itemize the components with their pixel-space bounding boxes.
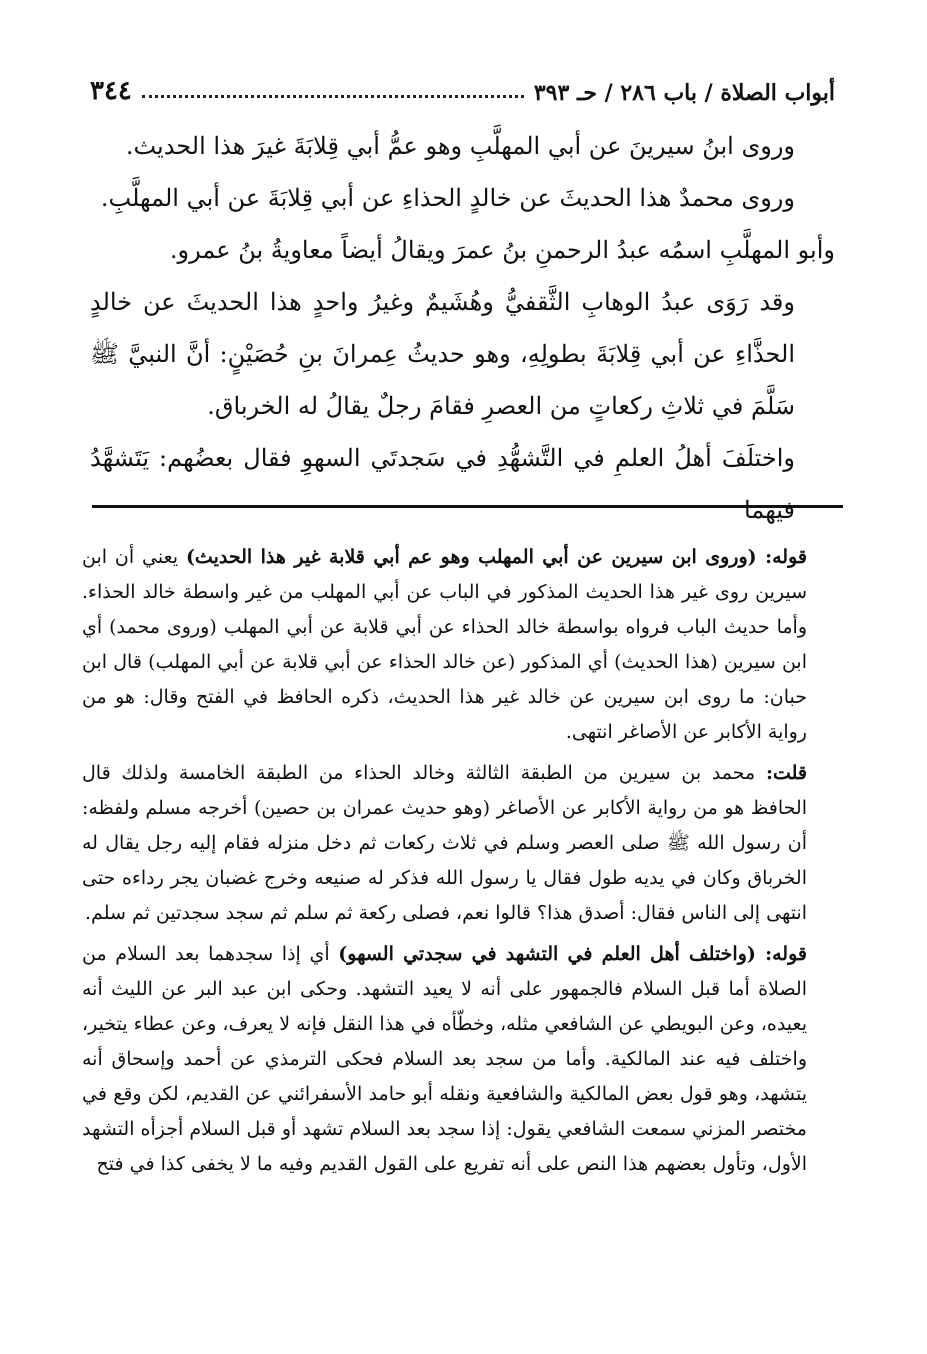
commentary-lead: قلت:: [765, 762, 807, 784]
main-paragraph: وروى محمدٌ هذا الحديثَ عن خالدٍ الحذاءِ عن أبي قِلابَةَ عن أبي المهلَّبِ.: [100, 184, 795, 212]
main-paragraph: وروى ابنُ سيرينَ عن أبي المهلَّبِ وهو عمُّ أبي قِلابَةَ غيرَ هذا الحديث.: [125, 132, 795, 160]
main-paragraph: واختلَفَ أهلُ العلمِ في التَّشهُّدِ في سَجدتَي السهوِ فقال بعضُهم: يَتَشهَّدُ فيهما: [90, 444, 795, 524]
commentary-lead: قوله: (واختلف أهل العلم في التشهد في سجدتي السهو): [338, 943, 807, 965]
main-paragraph: وقد رَوَى عبدُ الوهابِ الثَّقفيُّ وهُشَيمٌ وغيرُ واحدٍ هذا الحديثَ عن خالدٍ الحذَّاءِ عن أبي قِلابَةَ بطولِهِ، وهو حديثُ عِمرانَ بنِ حُصَيْنٍ: أنَّ النبيَّ ﷺ سَلَّمَ في ثلاثِ ركعاتٍ من العصرِ فقامَ رجلٌ يقالُ له الخرباق.: [90, 288, 795, 420]
commentary-lead: قوله: (وروى ابن سيرين عن أبي المهلب وهو عم أبي قلابة غير هذا الحديث): [185, 546, 807, 568]
commentary-text: يعني أن ابن سيرين روى غير هذا الحديث المذكور في الباب عن أبي المهلب من غير واسطة خالد الحذاء. وأما حديث الباب فرواه بواسطة خالد الحذاء عن أبي قلابة عن أبي المهلب (وروى محمد) أي ابن سيرين (هذا الحديث) أي المذكور (عن خالد الحذاء عن أبي قلابة عن أبي المهلب) قال ابن حبان: ما روى ابن سيرين عن خالد غير هذا الحديث، ذكره الحافظ في الفتح وقال: هو من رواية الأكابر عن الأصاغر انتهى.: [82, 546, 807, 743]
commentary-paragraph: [82, 540, 845, 750]
running-head: أبواب الصلاة / باب ٢٨٦ / حـ ٣٩٣: [533, 80, 835, 106]
commentary-text: أي إذا سجدهما بعد السلام من الصلاة أما قبل السلام فالجمهور على أنه لا يعيد التشهد. وحكى ابن عبد البر عن الليث أنه يعيده، وعن البويطي عن الشافعي مثله، وخطّأه في هذا النقل فإنه لا يعرف، وعن عطاء يتخير، واختلف فيه عند المالكية. وأما من سجد بعد السلام فحكى الترمذي عن أحمد وإسحاق أنه يتشهد، وهو قول بعض المالكية والشافعية ونقله أبو حامد الأسفرائني عن القديم، لكن وقع في مختصر المزني سمعت الشافعي يقول: إذا سجد بعد السلام تشهد أو قبل السلام أجزأه التشهد الأول، وتأول بعضهم هذا النص على أنه تفريع على القول القديم وفيه ما لا يخفى كذا في فتح: [82, 943, 807, 1175]
commentary-text: محمد بن سيرين من الطبقة الثالثة وخالد الحذاء من الطبقة الخامسة ولذلك قال الحافظ هو من رواية الأكابر عن الأصاغر (وهو حديث عمران بن حصين) أخرجه مسلم ولفظه: أن رسول الله ﷺ صلى العصر وسلم في ثلاث ركعات ثم دخل منزله فقام إليه رجل يقال له الخرباق وكان في يديه طول فقال يا رسول الله فذكر له صنيعه وخرج غضبان يجر رداءه حتى انتهى إلى الناس فقال: أصدق هذا؟ قالوا نعم، فصلى ركعة ثم سلم ثم سجد سجدتين ثم سلم.: [82, 762, 807, 924]
page-header: [90, 62, 835, 106]
commentary-paragraph: [82, 756, 845, 931]
main-text: [90, 120, 835, 536]
main-paragraph: وأبو المهلَّبِ اسمُه عبدُ الرحمنِ بنُ عمرَ ويقالُ أيضاً معاويةُ بنُ عمرو.: [169, 236, 835, 264]
section-divider: [92, 505, 843, 508]
commentary-paragraph: [82, 937, 845, 1182]
commentary: [82, 540, 845, 1188]
dotted-leader: [142, 95, 524, 98]
page-number: ٣٤٤: [90, 76, 132, 106]
